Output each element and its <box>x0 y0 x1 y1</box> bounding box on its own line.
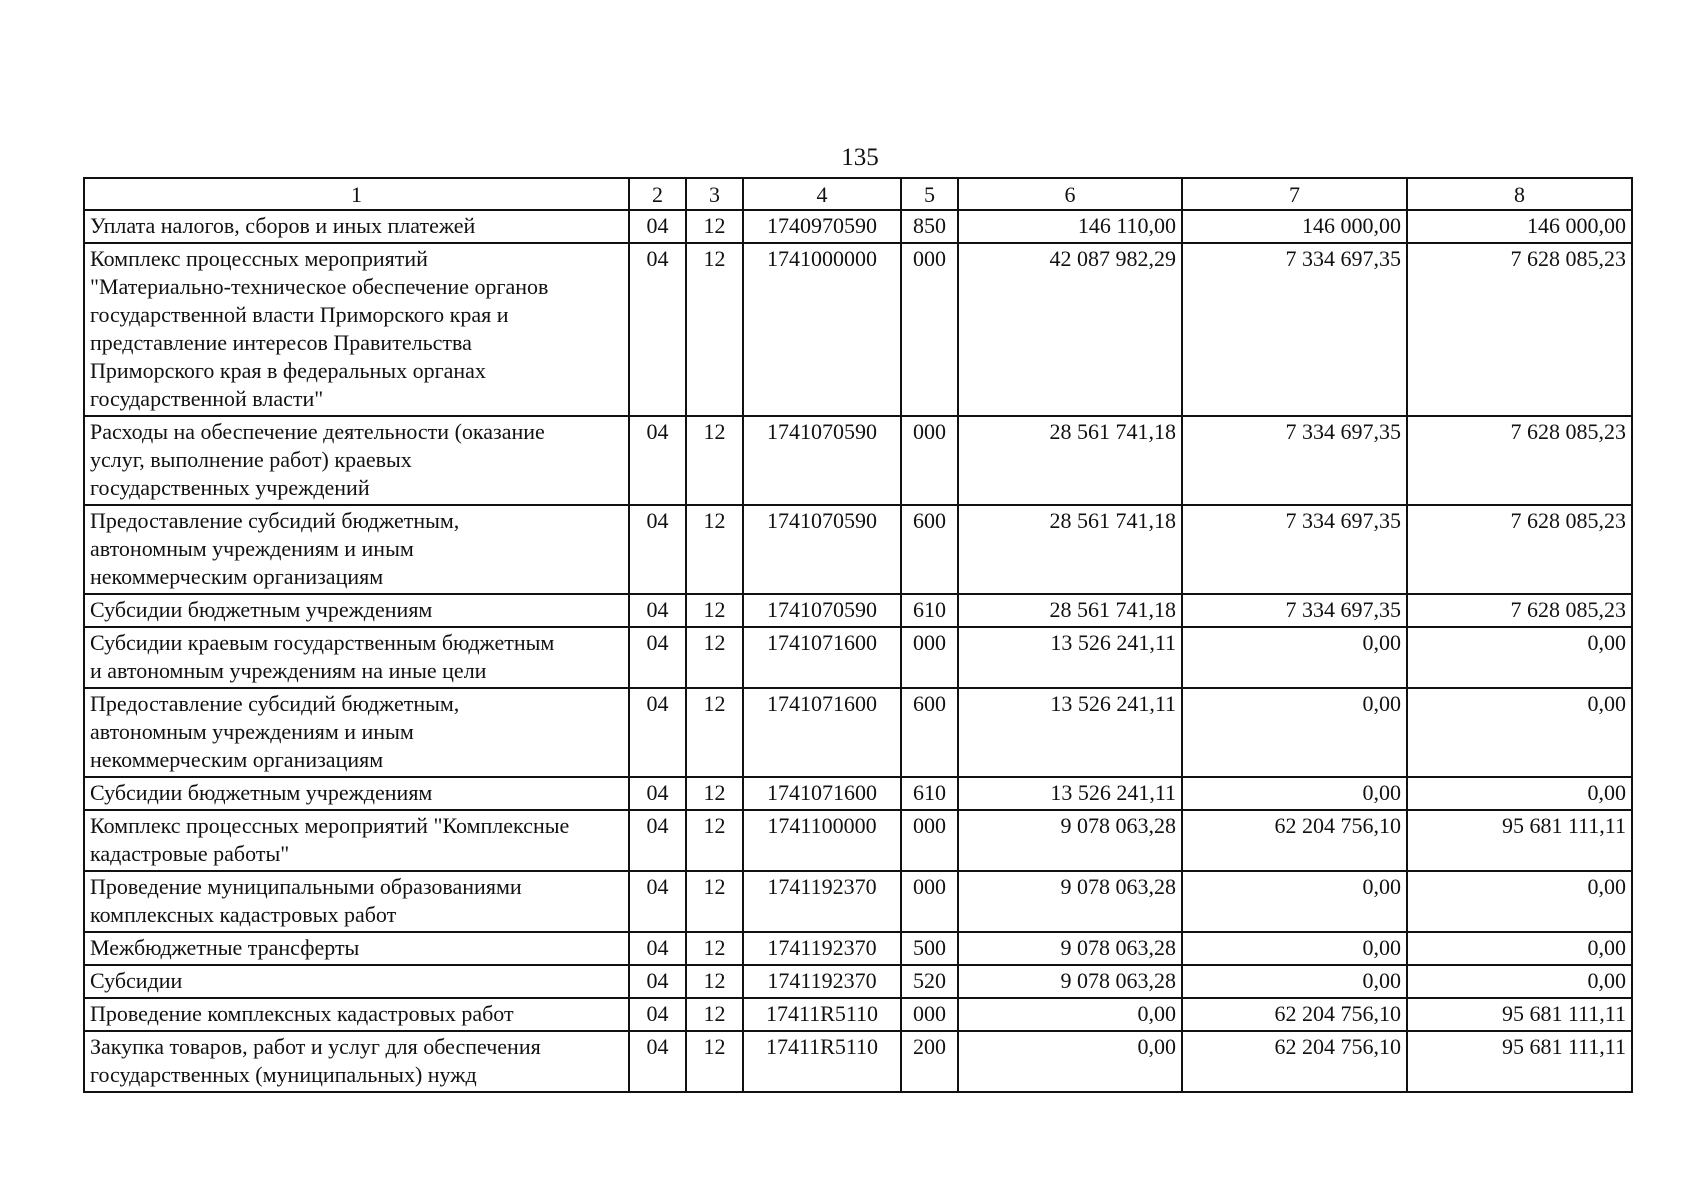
row-amount-col7: 0,00 <box>1182 932 1407 965</box>
row-amount-col8: 146 000,00 <box>1407 210 1632 243</box>
row-subsection-code: 12 <box>686 932 743 965</box>
row-amount-col7: 7 334 697,35 <box>1182 505 1407 594</box>
table-row <box>84 965 1632 998</box>
row-amount-col6: 28 561 741,18 <box>958 594 1182 627</box>
row-section-code: 04 <box>629 210 686 243</box>
row-name: Субсидии бюджетным учреждениям <box>84 594 629 627</box>
header-col-5: 5 <box>901 178 958 210</box>
table-row <box>84 416 1632 505</box>
row-amount-col7: 62 204 756,10 <box>1182 1031 1407 1092</box>
row-amount-col8: 7 628 085,23 <box>1407 243 1632 416</box>
header-col-1: 1 <box>84 178 629 210</box>
row-amount-col6: 13 526 241,11 <box>958 777 1182 810</box>
row-amount-col8: 0,00 <box>1407 871 1632 932</box>
row-amount-col6: 146 110,00 <box>958 210 1182 243</box>
row-section-code: 04 <box>629 932 686 965</box>
row-amount-col8: 0,00 <box>1407 932 1632 965</box>
table-row <box>84 932 1632 965</box>
row-target-article-code: 1741070590 <box>743 416 901 505</box>
row-subsection-code: 12 <box>686 210 743 243</box>
row-name: Комплекс процессных мероприятий "Комплексные кадастровые работы" <box>84 810 629 871</box>
page-number: 135 <box>841 144 879 171</box>
row-amount-col7: 146 000,00 <box>1182 210 1407 243</box>
row-amount-col7: 0,00 <box>1182 688 1407 777</box>
row-amount-col8: 0,00 <box>1407 688 1632 777</box>
row-amount-col6: 9 078 063,28 <box>958 932 1182 965</box>
row-target-article-code: 1741071600 <box>743 688 901 777</box>
row-amount-col7: 0,00 <box>1182 871 1407 932</box>
row-section-code: 04 <box>629 810 686 871</box>
row-section-code: 04 <box>629 627 686 688</box>
row-amount-col8: 0,00 <box>1407 965 1632 998</box>
row-expense-type-code: 000 <box>901 416 958 505</box>
row-subsection-code: 12 <box>686 998 743 1031</box>
row-expense-type-code: 000 <box>901 871 958 932</box>
row-subsection-code: 12 <box>686 688 743 777</box>
row-name: Проведение комплексных кадастровых работ <box>84 998 629 1031</box>
row-expense-type-code: 600 <box>901 505 958 594</box>
header-col-7: 7 <box>1182 178 1407 210</box>
row-expense-type-code: 520 <box>901 965 958 998</box>
row-target-article-code: 1741070590 <box>743 505 901 594</box>
row-name: Субсидии <box>84 965 629 998</box>
row-name: Закупка товаров, работ и услуг для обеспечения государственных (муниципальных) нужд <box>84 1031 629 1092</box>
row-expense-type-code: 000 <box>901 810 958 871</box>
row-section-code: 04 <box>629 777 686 810</box>
row-section-code: 04 <box>629 965 686 998</box>
header-col-4: 4 <box>743 178 901 210</box>
row-amount-col6: 13 526 241,11 <box>958 688 1182 777</box>
header-col-6: 6 <box>958 178 1182 210</box>
header-col-8: 8 <box>1407 178 1632 210</box>
row-target-article-code: 1741071600 <box>743 627 901 688</box>
row-amount-col7: 62 204 756,10 <box>1182 810 1407 871</box>
table-row <box>84 1031 1632 1092</box>
row-amount-col7: 62 204 756,10 <box>1182 998 1407 1031</box>
row-amount-col8: 7 628 085,23 <box>1407 594 1632 627</box>
row-name: Уплата налогов, сборов и иных платежей <box>84 210 629 243</box>
table-row <box>84 688 1632 777</box>
table-row <box>84 998 1632 1031</box>
row-amount-col7: 0,00 <box>1182 965 1407 998</box>
table-row <box>84 810 1632 871</box>
row-amount-col8: 7 628 085,23 <box>1407 416 1632 505</box>
row-amount-col6: 0,00 <box>958 1031 1182 1092</box>
row-expense-type-code: 000 <box>901 243 958 416</box>
row-subsection-code: 12 <box>686 1031 743 1092</box>
row-name: Проведение муниципальными образованиями комплексных кадастровых работ <box>84 871 629 932</box>
row-expense-type-code: 610 <box>901 594 958 627</box>
row-section-code: 04 <box>629 594 686 627</box>
row-target-article-code: 17411R5110 <box>743 998 901 1031</box>
row-amount-col6: 9 078 063,28 <box>958 965 1182 998</box>
row-name: Межбюджетные трансферты <box>84 932 629 965</box>
row-subsection-code: 12 <box>686 416 743 505</box>
row-target-article-code: 1741100000 <box>743 810 901 871</box>
row-expense-type-code: 850 <box>901 210 958 243</box>
header-col-3: 3 <box>686 178 743 210</box>
row-amount-col8: 95 681 111,11 <box>1407 998 1632 1031</box>
table-row <box>84 627 1632 688</box>
table-row <box>84 871 1632 932</box>
row-amount-col8: 95 681 111,11 <box>1407 810 1632 871</box>
table-row <box>84 243 1632 416</box>
row-amount-col6: 42 087 982,29 <box>958 243 1182 416</box>
row-name: Субсидии бюджетным учреждениям <box>84 777 629 810</box>
row-subsection-code: 12 <box>686 777 743 810</box>
row-subsection-code: 12 <box>686 243 743 416</box>
row-amount-col6: 9 078 063,28 <box>958 871 1182 932</box>
row-expense-type-code: 000 <box>901 998 958 1031</box>
row-section-code: 04 <box>629 998 686 1031</box>
row-target-article-code: 1740970590 <box>743 210 901 243</box>
row-target-article-code: 1741192370 <box>743 932 901 965</box>
row-subsection-code: 12 <box>686 594 743 627</box>
row-expense-type-code: 610 <box>901 777 958 810</box>
row-subsection-code: 12 <box>686 810 743 871</box>
header-col-2: 2 <box>629 178 686 210</box>
row-amount-col6: 28 561 741,18 <box>958 505 1182 594</box>
row-amount-col7: 7 334 697,35 <box>1182 594 1407 627</box>
row-name: Предоставление субсидий бюджетным, автономным учреждениям и иным некоммерческим организациям <box>84 688 629 777</box>
row-amount-col6: 13 526 241,11 <box>958 627 1182 688</box>
row-target-article-code: 1741071600 <box>743 777 901 810</box>
row-amount-col7: 0,00 <box>1182 777 1407 810</box>
row-amount-col6: 9 078 063,28 <box>958 810 1182 871</box>
row-target-article-code: 1741192370 <box>743 871 901 932</box>
row-section-code: 04 <box>629 871 686 932</box>
row-section-code: 04 <box>629 1031 686 1092</box>
row-section-code: 04 <box>629 243 686 416</box>
row-amount-col6: 0,00 <box>958 998 1182 1031</box>
row-name: Расходы на обеспечение деятельности (оказание услуг, выполнение работ) краевых государственных учреждений <box>84 416 629 505</box>
row-amount-col8: 0,00 <box>1407 627 1632 688</box>
row-amount-col7: 7 334 697,35 <box>1182 243 1407 416</box>
row-name: Субсидии краевым государственным бюджетным и автономным учреждениям на иные цели <box>84 627 629 688</box>
row-expense-type-code: 500 <box>901 932 958 965</box>
row-target-article-code: 1741070590 <box>743 594 901 627</box>
row-amount-col7: 7 334 697,35 <box>1182 416 1407 505</box>
row-expense-type-code: 600 <box>901 688 958 777</box>
row-target-article-code: 1741000000 <box>743 243 901 416</box>
table-body <box>84 210 1632 1092</box>
row-target-article-code: 1741192370 <box>743 965 901 998</box>
row-amount-col6: 28 561 741,18 <box>958 416 1182 505</box>
table-row <box>84 505 1632 594</box>
row-name: Предоставление субсидий бюджетным, автономным учреждениям и иным некоммерческим организациям <box>84 505 629 594</box>
row-expense-type-code: 200 <box>901 1031 958 1092</box>
row-name: Комплекс процессных мероприятий "Материально-техническое обеспечение органов государственной власти Приморского края и представление интересов Правительства Приморского края в федеральных органах государственной власти" <box>84 243 629 416</box>
row-section-code: 04 <box>629 688 686 777</box>
table-row <box>84 210 1632 243</box>
header-row <box>84 178 1632 210</box>
table-header <box>84 178 1632 210</box>
budget-table <box>83 177 1633 1093</box>
row-subsection-code: 12 <box>686 871 743 932</box>
row-subsection-code: 12 <box>686 627 743 688</box>
row-amount-col8: 0,00 <box>1407 777 1632 810</box>
row-subsection-code: 12 <box>686 965 743 998</box>
row-target-article-code: 17411R5110 <box>743 1031 901 1092</box>
row-subsection-code: 12 <box>686 505 743 594</box>
row-amount-col8: 7 628 085,23 <box>1407 505 1632 594</box>
row-section-code: 04 <box>629 505 686 594</box>
table-row <box>84 777 1632 810</box>
row-section-code: 04 <box>629 416 686 505</box>
row-amount-col8: 95 681 111,11 <box>1407 1031 1632 1092</box>
table-row <box>84 594 1632 627</box>
row-expense-type-code: 000 <box>901 627 958 688</box>
row-amount-col7: 0,00 <box>1182 627 1407 688</box>
